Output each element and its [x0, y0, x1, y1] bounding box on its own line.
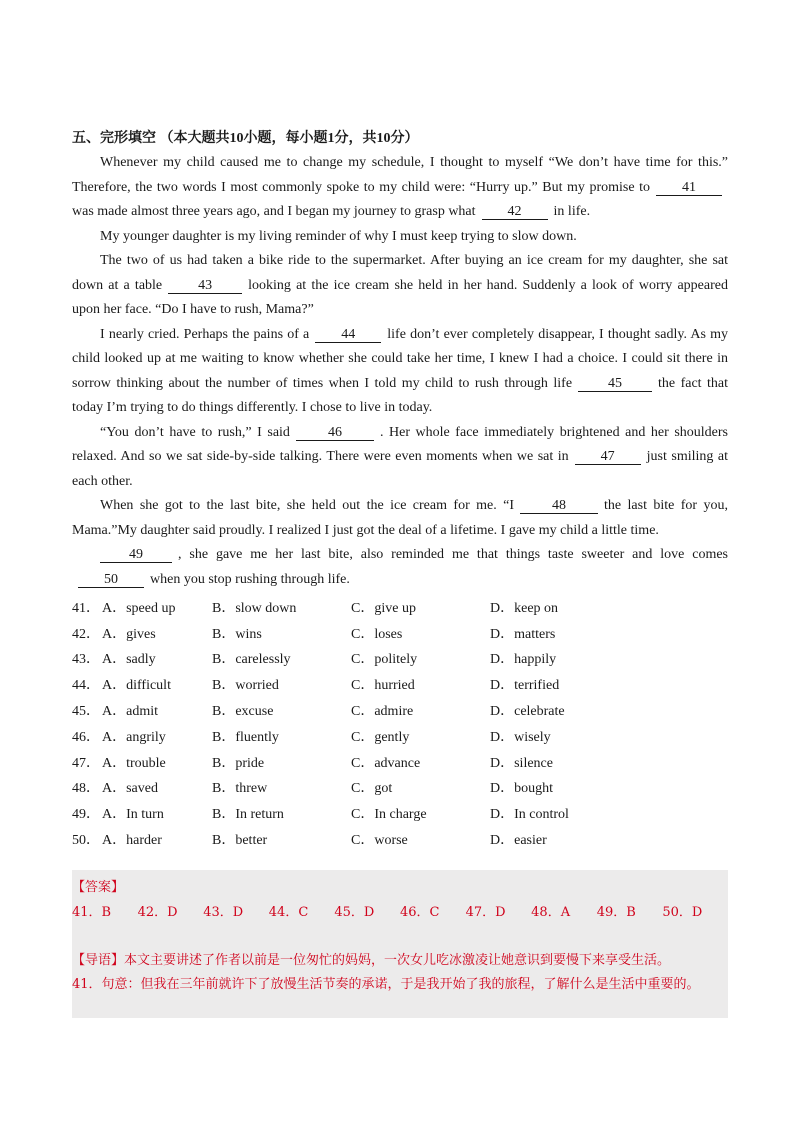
option-row	[72, 775, 728, 801]
option-row	[72, 646, 728, 672]
answer-item: 45．D	[334, 905, 375, 920]
options-list	[72, 594, 728, 852]
option-a: A．speed up	[102, 600, 176, 616]
text: was made almost three years ago, and I began my journey to grasp what	[72, 204, 476, 219]
text: , she gave me her last bite, also reminded me that things taste sweeter and love comes	[178, 547, 728, 562]
text: in life.	[553, 204, 591, 219]
option-b: B．worried	[212, 678, 279, 694]
note-41: 41．句意：但我在三年前就许下了放慢生活节奏的承诺，于是我开始了我的旅程，了解什么是生活中重要的。	[72, 977, 700, 992]
option-b: B．slow down	[212, 600, 297, 616]
option-d: D．In control	[490, 807, 569, 823]
answer-item: 46．C	[399, 905, 440, 920]
option-b: B．pride	[212, 755, 265, 771]
answer-label: 【答案】	[72, 880, 125, 895]
option-c: C．admire	[351, 704, 414, 720]
text: life don’t ever completely disappear, I thought sadly. As my child looked up at me waiting to know whether she could take her time, I knew I had a choice. I could sit there in sorrow thinking about the number of times when I told my child to rush through life	[72, 326, 728, 391]
option-a: A．angrily	[102, 729, 166, 745]
text: the last bite for you, Mama.”My daughter said proudly. I realized I just got the deal of a lifetime. I gave my child a little time.	[72, 498, 728, 538]
question-number: 49．	[72, 807, 100, 823]
question-number: 44．	[72, 678, 100, 694]
paragraph-4	[72, 323, 728, 421]
option-b: B．In return	[212, 807, 284, 823]
option-d: D．bought	[490, 781, 553, 797]
answer-box	[72, 870, 728, 1018]
blank-45: 45	[578, 376, 652, 392]
option-c: C．hurried	[351, 678, 415, 694]
option-a: A．In turn	[102, 807, 164, 823]
blank-47: 47	[575, 449, 641, 465]
option-row	[72, 620, 728, 646]
option-a: A．difficult	[102, 678, 171, 694]
option-b: B．wins	[212, 626, 262, 642]
question-number: 45．	[72, 704, 100, 720]
answer-item: 44．C	[268, 905, 309, 920]
option-c: C．worse	[351, 833, 408, 849]
question-number: 41．	[72, 600, 100, 616]
text: The two of us had taken a bike ride to the supermarket. After buying an ice cream for my daughter, she sat down at a table	[72, 253, 728, 293]
option-row	[72, 826, 728, 852]
paragraph-1	[72, 151, 728, 225]
question-number: 47．	[72, 755, 100, 771]
text: “You don’t have to rush,” I said	[100, 424, 290, 440]
option-c: C．give up	[351, 600, 416, 616]
option-c: C．loses	[351, 626, 403, 642]
paragraph-2: My younger daughter is my living reminder of why I must keep trying to slow down.	[100, 228, 577, 244]
explanation	[72, 949, 728, 997]
option-row	[72, 749, 728, 775]
answer-item: 47．D	[465, 905, 506, 920]
question-number: 42．	[72, 626, 100, 642]
option-row	[72, 671, 728, 697]
option-row	[72, 697, 728, 723]
option-row	[72, 594, 728, 620]
option-d: D．celebrate	[490, 704, 565, 720]
option-b: B．threw	[212, 781, 268, 797]
cloze-section	[72, 127, 728, 852]
option-a: A．trouble	[102, 755, 166, 771]
option-a: A．admit	[102, 704, 158, 720]
text: I nearly cried. Perhaps the pains of a	[100, 326, 310, 342]
option-b: B．excuse	[212, 704, 274, 720]
paragraph-3	[72, 249, 728, 323]
option-c: C．In charge	[351, 807, 427, 823]
option-d: D．keep on	[490, 600, 559, 616]
option-c: C．got	[351, 781, 393, 797]
option-b: B．carelessly	[212, 652, 291, 668]
option-c: C．advance	[351, 755, 421, 771]
option-c: C．gently	[351, 729, 410, 745]
blank-50: 50	[78, 572, 144, 588]
option-b: B．better	[212, 833, 268, 849]
answer-item: 50．D	[662, 905, 703, 920]
option-a: A．sadly	[102, 652, 156, 668]
question-number: 43．	[72, 652, 100, 668]
blank-48: 48	[520, 498, 598, 514]
paragraph-6	[72, 494, 728, 543]
question-number: 48．	[72, 781, 100, 797]
question-number: 46．	[72, 729, 100, 745]
text: the fact that today I’m trying to do things differently. I chose to live in today.	[72, 375, 729, 415]
text: When she got to the last bite, she held out the ice cream for me. “I	[100, 498, 515, 513]
text: looking at the ice cream she held in her hand. Suddenly a look of worry appeared upon her face. “Do I have to rush, Mama?”	[72, 277, 728, 317]
answer-item: 42．D	[137, 905, 178, 920]
paragraph-7	[72, 543, 728, 592]
guide-text: 【导语】本文主要讲述了作者以前是一位匆忙的妈妈，一次女儿吃冰激凌让她意识到要慢下来享受生活。	[72, 953, 671, 968]
option-a: A．harder	[102, 833, 162, 849]
option-d: D．terrified	[490, 678, 560, 694]
option-a: A．saved	[102, 781, 158, 797]
option-row	[72, 723, 728, 749]
blank-46: 46	[296, 425, 374, 441]
answer-item: 49．B	[596, 905, 636, 920]
answer-item: 43．D	[203, 905, 244, 920]
option-d: D．matters	[490, 626, 556, 642]
answer-item: 41．B	[72, 905, 112, 920]
option-d: D．easier	[490, 833, 547, 849]
blank-44: 44	[315, 327, 381, 343]
option-row	[72, 800, 728, 826]
option-d: D．happily	[490, 652, 557, 668]
option-d: D．wisely	[490, 729, 551, 745]
blank-42: 42	[482, 204, 548, 220]
option-d: D．silence	[490, 755, 553, 771]
option-b: B．fluently	[212, 729, 279, 745]
text: when you stop rushing through life.	[150, 571, 350, 587]
text: . Her whole face immediately brightened and her shoulders relaxed. And so we sat side-by-side talking. There were even moments when we sat in	[72, 424, 729, 464]
text: Whenever my child caused me to change my schedule, I thought to myself “We don’t have time for this.” Therefore, the two words I most commonly spoke to my child were: “Hurry up.” But my promise to	[72, 155, 728, 195]
answer-row	[72, 901, 728, 920]
blank-49: 49	[100, 547, 172, 563]
option-c: C．politely	[351, 652, 418, 668]
question-number: 50．	[72, 833, 100, 849]
text: just smiling at each other.	[72, 449, 728, 489]
paragraph-5	[72, 421, 728, 495]
blank-41: 41	[656, 180, 722, 196]
section-title: 五、完形填空 （本大题共10小题，每小题1分，共10分）	[72, 131, 419, 146]
blank-43: 43	[168, 278, 242, 294]
answer-item: 48．A	[531, 905, 571, 920]
option-a: A．gives	[102, 626, 156, 642]
